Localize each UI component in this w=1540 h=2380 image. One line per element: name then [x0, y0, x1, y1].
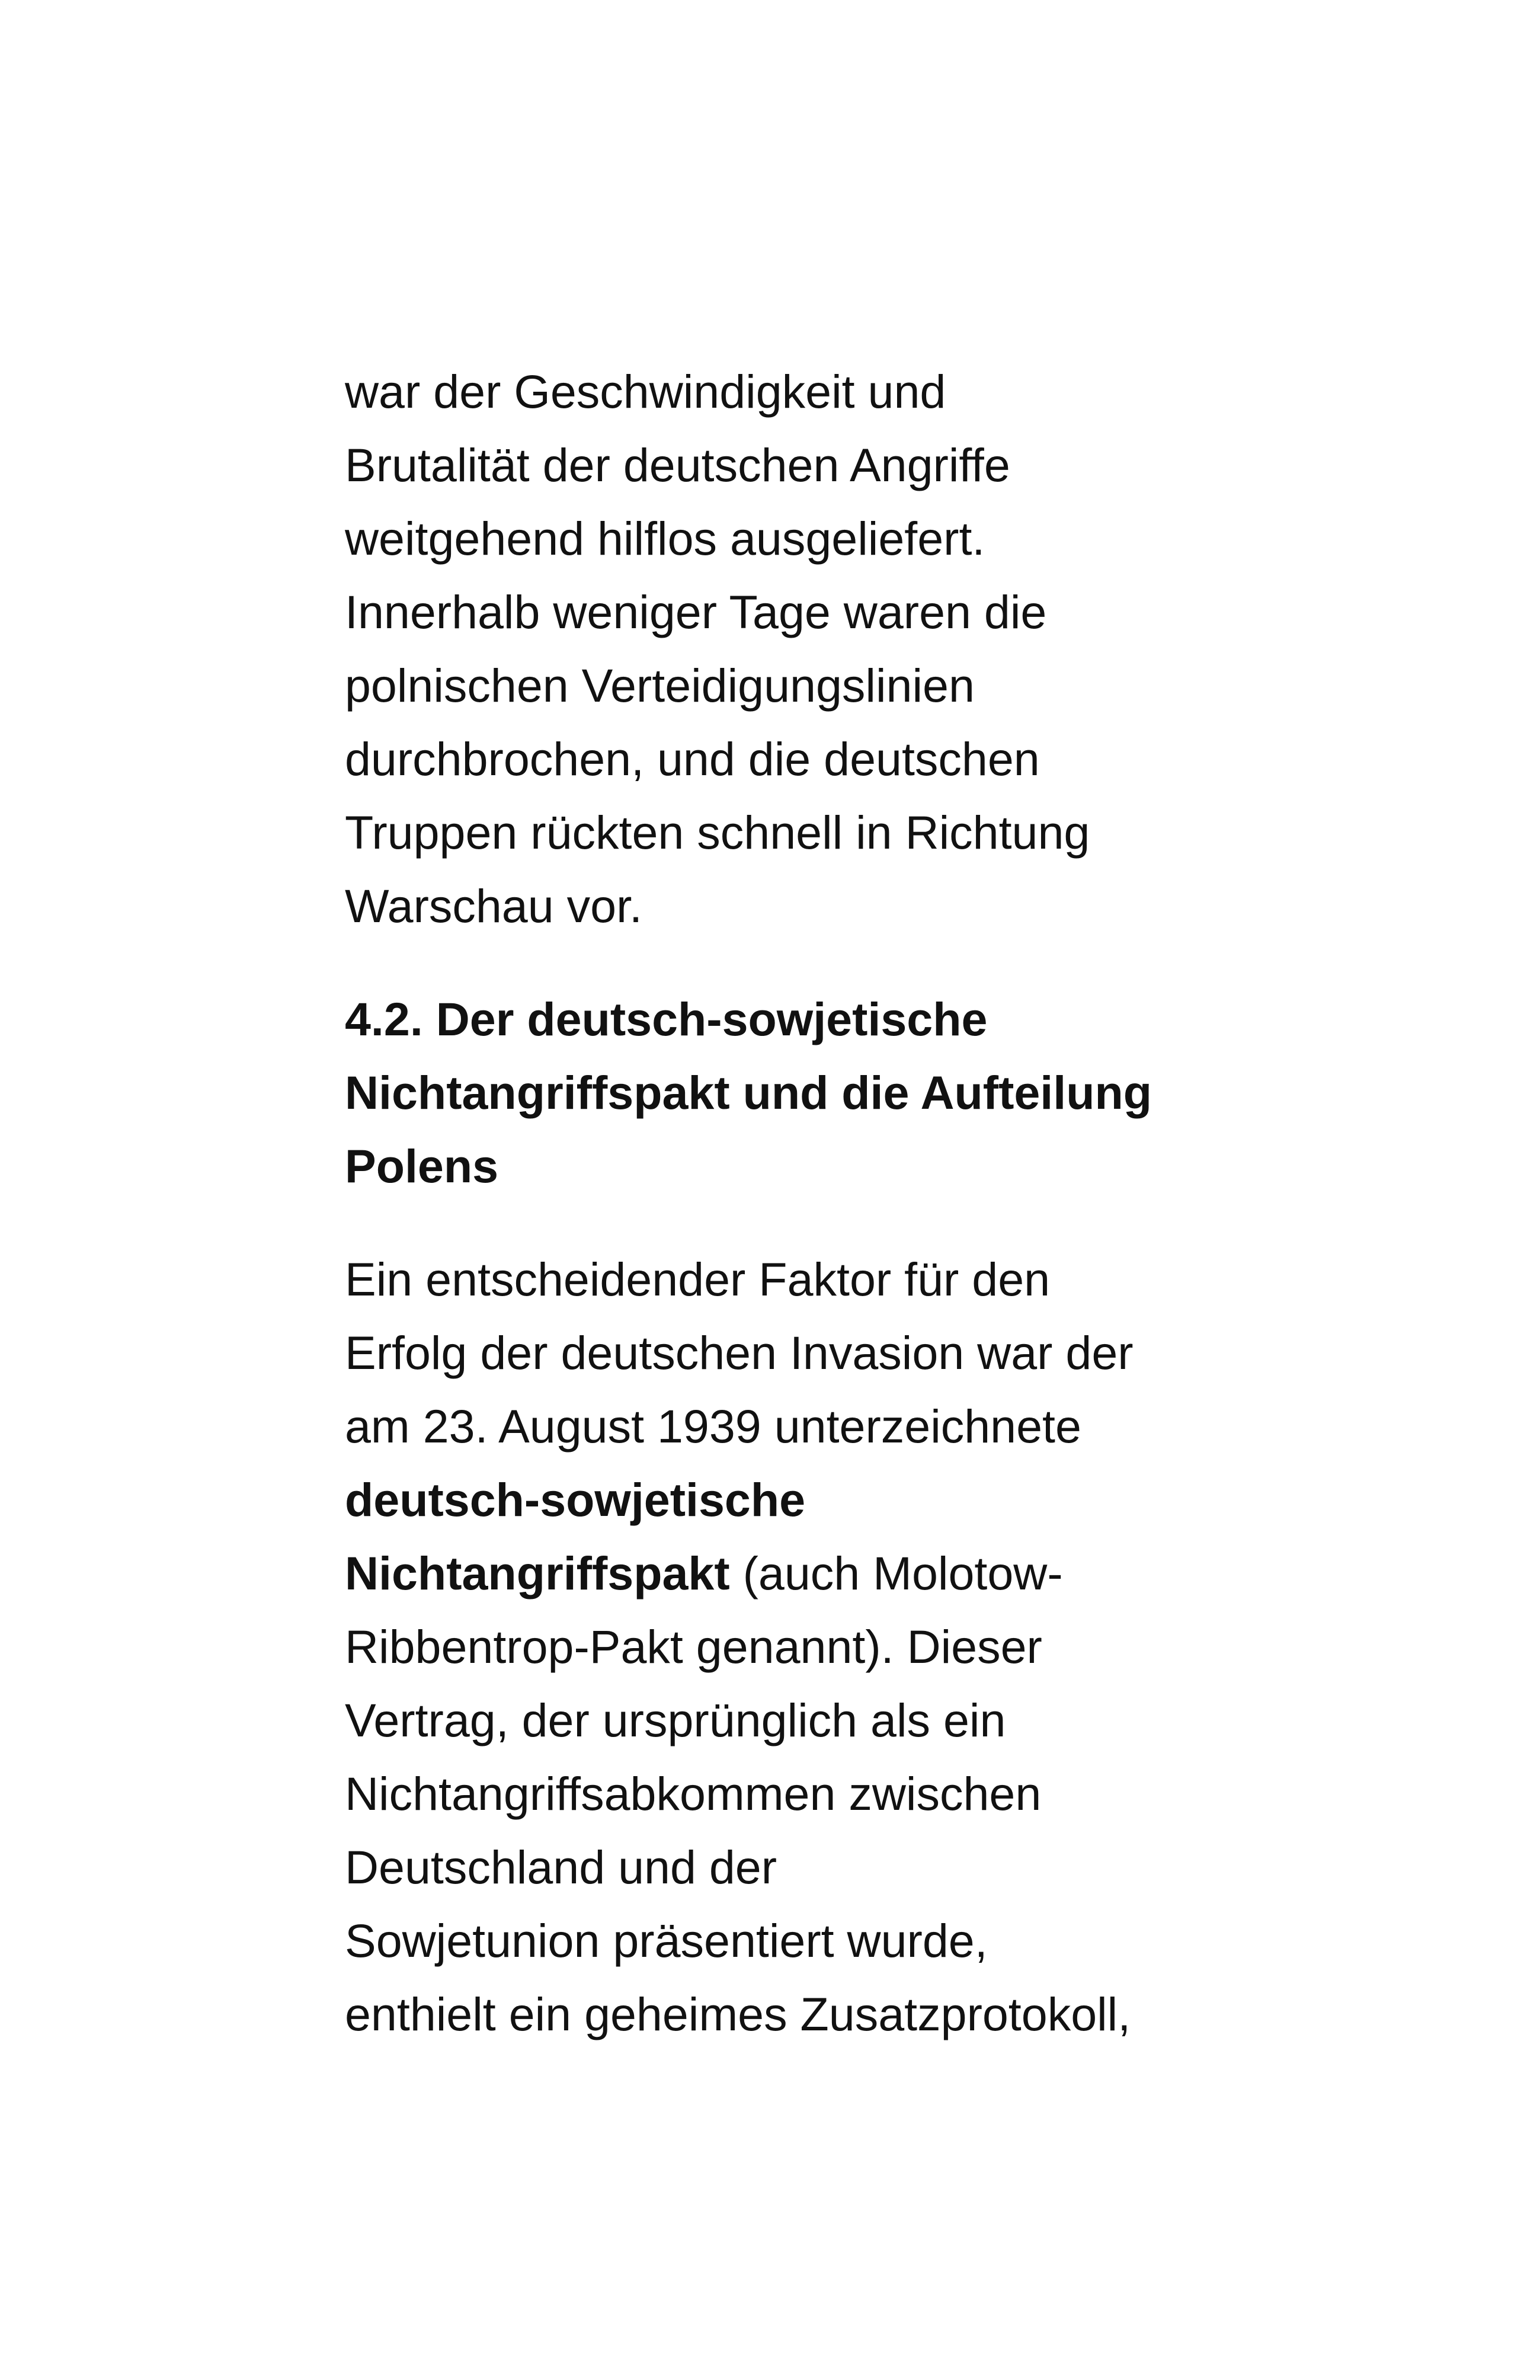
heading-line: Polens: [345, 1140, 499, 1192]
text-line: Ein entscheidender Faktor für den: [345, 1253, 1051, 1306]
text-line: [345, 1537, 1198, 1610]
text-line: Nichtangriffsabkommen zwischen: [345, 1767, 1042, 1820]
bold-term: Nichtangriffspakt: [345, 1547, 730, 1600]
text-line: Brutalität der deutschen Angriffe: [345, 439, 1010, 491]
text-line: am 23. August 1939 unterzeichnete: [345, 1400, 1081, 1453]
text-line: Erfolg der deutschen Invasion war der: [345, 1326, 1134, 1379]
text-line: polnischen Verteidigungslinien: [345, 659, 975, 712]
heading-line: Nichtangriffspakt und die Aufteilung: [345, 1066, 1152, 1119]
text-line: Vertrag, der ursprünglich als ein: [345, 1694, 1006, 1746]
text-run: (auch Molotow-: [729, 1547, 1063, 1600]
text-line: durchbrochen, und die deutschen: [345, 732, 1040, 785]
text-line: weitgehend hilflos ausgeliefert.: [345, 512, 985, 565]
text-line: Sowjetunion präsentiert wurde,: [345, 1914, 988, 1967]
bold-term-line: deutsch-sowjetische: [345, 1473, 806, 1526]
text-line: enthielt ein geheimes Zusatzprotokoll,: [345, 1988, 1131, 2040]
text-line: Innerhalb weniger Tage waren die: [345, 586, 1047, 638]
text-line: Warschau vor.: [345, 879, 642, 932]
text-line: Deutschland und der: [345, 1841, 777, 1893]
text-line: Truppen rückten schnell in Richtung: [345, 806, 1090, 859]
heading-line: 4.2. Der deutsch-sowjetische: [345, 993, 988, 1045]
section-heading: [345, 983, 1198, 1203]
body-paragraph-1: [345, 355, 1198, 943]
body-paragraph-2: [345, 1243, 1198, 2051]
text-line: Ribbentrop-Pakt genannt). Dieser: [345, 1620, 1042, 1673]
text-line: war der Geschwindigkeit und: [345, 365, 946, 418]
